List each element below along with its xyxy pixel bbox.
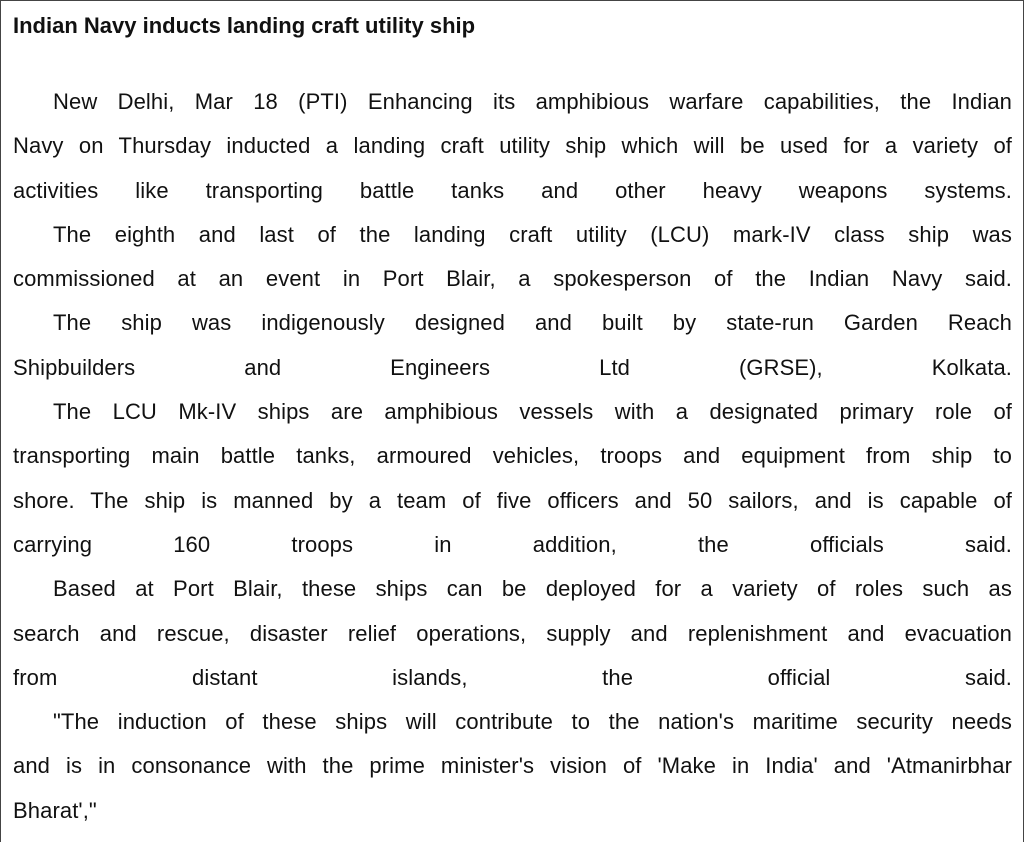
article-line-text: carrying 160 troops in addition, the officials said. [13,531,1012,557]
article-line [13,700,1012,744]
article-line [13,789,1012,833]
article-line [13,744,1012,788]
article-body [13,80,1012,833]
article-line [13,80,1012,124]
article-line-text: transporting main battle tanks, armoured vehicles, troops and equipment from ship to [13,443,1012,469]
article-line-text: Based at Port Blair, these ships can be deployed for a variety of roles such as [53,576,1012,602]
article-line [13,479,1012,523]
article-line-text: search and rescue, disaster relief operations, supply and replenishment and evacuation [13,620,1012,646]
article-line-text: Navy on Thursday inducted a landing craft utility ship which will be used for a variety of [13,133,1012,159]
article-line [13,124,1012,168]
article-line-text: shore. The ship is manned by a team of five officers and 50 sailors, and is capable of [13,487,1012,513]
article-line-text: New Delhi, Mar 18 (PTI) Enhancing its amphibious warfare capabilities, the Indian [53,89,1012,114]
article-line [13,257,1012,301]
article-line [13,612,1012,656]
article-line [13,434,1012,478]
article-line [13,346,1012,390]
article-line-text: commissioned at an event in Port Blair, a spokesperson of the Indian Navy said. [13,266,1012,292]
article-line-text: The LCU Mk-IV ships are amphibious vessels with a designated primary role of [53,399,1012,425]
article-line-text: "The induction of these ships will contribute to the nation's maritime security needs [53,709,1012,735]
article-line-text: The ship was indigenously designed and built by state-run Garden Reach [53,310,1012,336]
article-line-text: activities like transporting battle tanks and other heavy weapons systems. [13,177,1012,203]
article-line [13,213,1012,257]
article-line [13,523,1012,567]
article-line [13,656,1012,700]
article-line [13,390,1012,434]
article-line [13,567,1012,611]
article-line-text: from distant islands, the official said. [13,664,1012,690]
article-line [13,301,1012,345]
article-headline: Indian Navy inducts landing craft utility ship [13,13,476,38]
article-line [13,169,1012,213]
article-line-text: and is in consonance with the prime minister's vision of 'Make in India' and 'Atmanirbhar [13,753,1012,779]
article-line-text: Bharat'," [13,797,97,823]
article-line-text: The eighth and last of the landing craft utility (LCU) mark-IV class ship was [53,221,1012,247]
article-line-text: Shipbuilders and Engineers Ltd (GRSE), Kolkata. [13,354,1012,380]
